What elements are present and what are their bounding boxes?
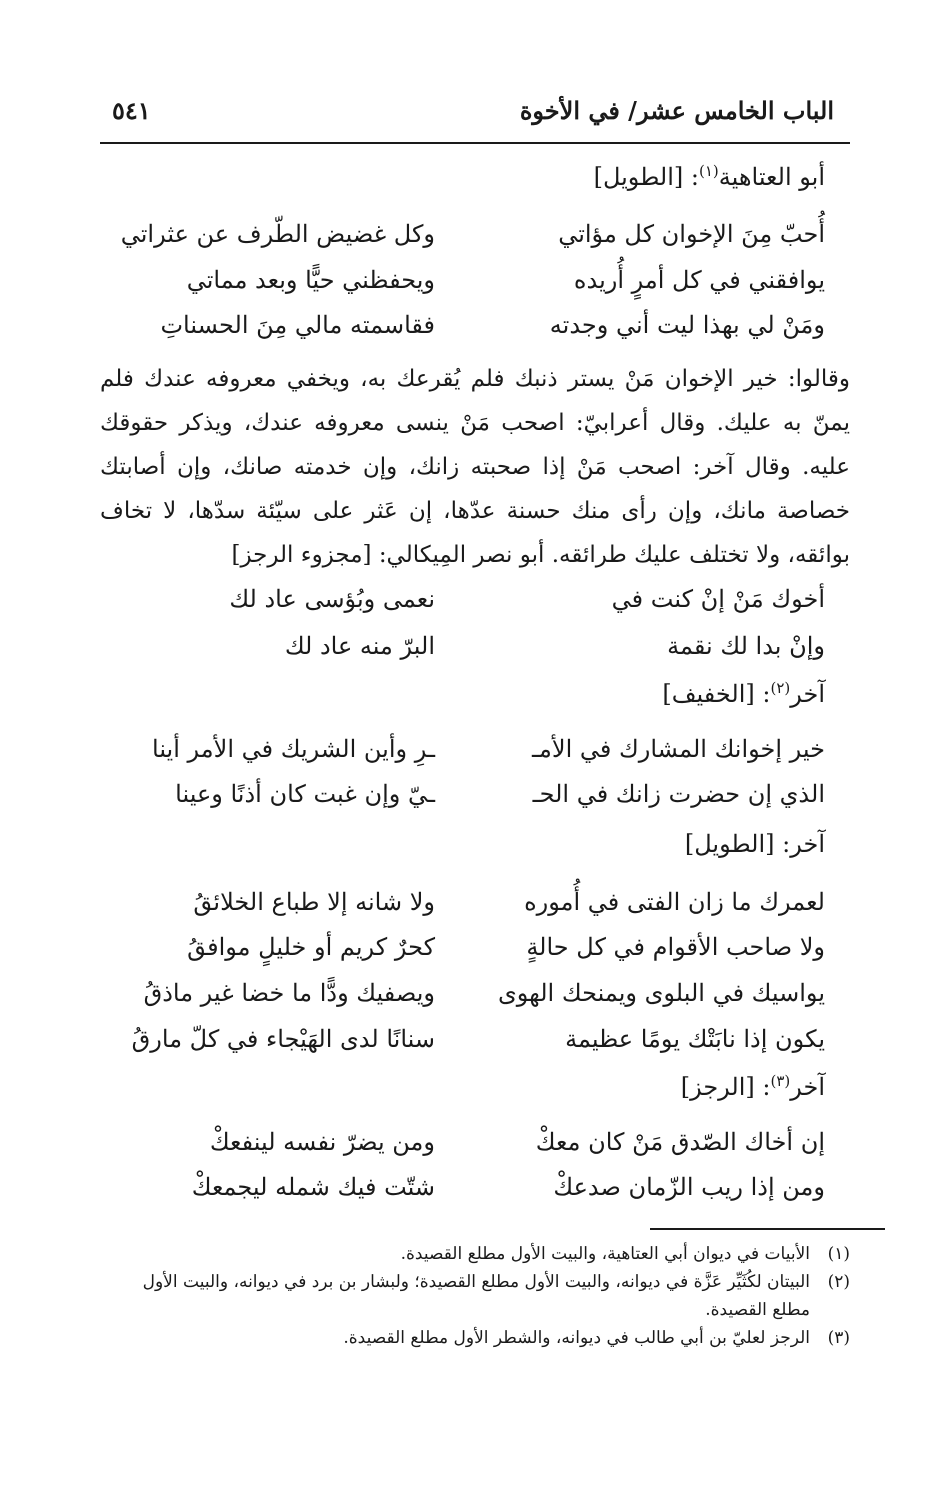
poet-attribution <box>594 163 825 191</box>
first-hemistich: ومن إذا ريب الزّمان صدعكْ <box>553 1173 825 1201</box>
second-hemistich: وكل غضيض الطّرف عن عثراتي <box>120 220 435 248</box>
verse-line <box>100 220 825 264</box>
footnote-number: (٣) <box>827 1328 850 1348</box>
first-hemistich: لعمرك ما زان الفتى في أُموره <box>524 888 825 916</box>
first-hemistich: خير إخوانك المشارك في الأمـ <box>532 735 825 763</box>
poet-name: آخر <box>790 1073 825 1101</box>
prose-paragraph: وقالوا: خير الإخوان مَنْ يستر ذنبك فلم يُقرعك به، ويخفي معروفه عندك فلم يمنّ به عليك. وقال أعرابيّ: اصحب مَنْ ينسى معروفه عندك، ويذكر حقوقك عليه. وقال آخر: اصحب مَنْ إذا صحبته زانك، وإن خدمته صانك، وإن أصابتك خصاصة مانك، وإن رأى منك حسنة عدّها، إن عَثر على سيّئة سدّها، لا تخاف بوائقه، ولا تختلف عليك طرائقه. أبو نصر المِيكالي: [مجزوء الرجز] <box>100 366 850 568</box>
running-header <box>100 96 850 144</box>
poet-name: آخر <box>790 680 825 708</box>
first-hemistich: الذي إن حضرت زانك في الحـ <box>532 780 825 808</box>
first-hemistich: يكون إذا نابَتْك يومًا عظيمة <box>565 1025 825 1053</box>
verse-line <box>100 311 825 355</box>
first-hemistich: أخوك مَنْ إنْ كنت في <box>611 585 825 613</box>
footnote-ref: (١) <box>698 162 719 180</box>
poem-meter: : [الخفيف] <box>662 680 771 708</box>
verse-line <box>100 979 825 1023</box>
verse-line <box>100 1128 825 1172</box>
first-hemistich: يواسيك في البلوى ويمنحك الهوى <box>498 979 825 1007</box>
verse-line <box>100 1025 825 1069</box>
footnote <box>100 1268 850 1324</box>
poem-meter: : [الرجز] <box>680 1073 771 1101</box>
verse-line <box>100 632 825 676</box>
second-hemistich: سنانًا لدى الهَيْجاء في كلّ مارقُ <box>131 1025 435 1053</box>
verse-line <box>100 888 825 932</box>
footnote-text: البيتان لكُثَيِّر عَزَّة في ديوانه، والبيت الأول مطلع القصيدة؛ ولبشار بن برد في ديوانه، والبيت الأول مطلع القصيدة. <box>142 1272 810 1320</box>
chapter-title: الباب الخامس عشر/ في الأخوة <box>519 96 834 125</box>
poet-name: آخر <box>790 830 825 858</box>
verse-line <box>100 735 825 779</box>
poet-attribution <box>685 830 825 858</box>
verse-line <box>100 1173 825 1217</box>
second-hemistich: ـرِ وأين الشريك في الأمر أينا <box>152 735 435 763</box>
first-hemistich: ولا صاحب الأقوام في كل حالةٍ <box>526 933 825 961</box>
verse-line <box>100 585 825 629</box>
footnote-number: (١) <box>827 1244 850 1264</box>
footnote-ref: (٣) <box>770 1072 791 1090</box>
footnote-text: الرجز لعليّ بن أبي طالب في ديوانه، والشطر الأول مطلع القصيدة. <box>343 1328 810 1348</box>
second-hemistich: ويصفيك ودًّا ما خضا غير ماذقُ <box>143 979 435 1007</box>
poet-name: أبو العتاهية <box>718 163 825 191</box>
footnote-text: الأبيات في ديوان أبي العتاهية، والبيت الأول مطلع القصيدة. <box>400 1244 810 1264</box>
second-hemistich: ـيّ وإن غبت كان أذنًا وعينا <box>175 780 435 808</box>
poet-attribution <box>681 1073 825 1101</box>
first-hemistich: يوافقني في كل أمرٍ أُريده <box>573 266 825 294</box>
footnotes <box>100 1240 850 1352</box>
footnote <box>100 1324 850 1352</box>
footnote-number: (٢) <box>827 1272 850 1292</box>
second-hemistich: شتّت فيك شمله ليجمعكْ <box>191 1173 435 1201</box>
first-hemistich: ومَنْ لي بهذا ليت أني وجدته <box>549 311 825 339</box>
poet-attribution <box>662 680 825 708</box>
first-hemistich: إن أخاك الصّدق مَنْ كان معكْ <box>535 1128 825 1156</box>
second-hemistich: البرّ منه عاد لك <box>284 632 435 660</box>
second-hemistich: ويحفظني حيًّا وبعد مماتي <box>186 266 435 294</box>
second-hemistich: ومن يضرّ نفسه لينفعكْ <box>209 1128 435 1156</box>
second-hemistich: فقاسمته مالي مِنَ الحسناتِ <box>160 311 435 339</box>
verse-line <box>100 266 825 310</box>
footnote-separator <box>650 1228 885 1230</box>
poem-meter: : [الطويل] <box>684 830 791 858</box>
first-hemistich: وإنْ بدا لك نقمة <box>667 632 825 660</box>
verse-line <box>100 933 825 977</box>
poem-meter: : [الطويل] <box>593 163 699 191</box>
footnote <box>100 1240 850 1268</box>
verse-line <box>100 780 825 824</box>
footnote-ref: (٢) <box>770 679 791 697</box>
second-hemistich: ولا شانه إلا طباع الخلائقُ <box>193 888 435 916</box>
second-hemistich: كحرٌ كريم أو خليلٍ موافقُ <box>187 933 435 961</box>
second-hemistich: نعمى وبُؤسى عاد لك <box>229 585 435 613</box>
page-number: ٥٤١ <box>112 96 151 125</box>
first-hemistich: أُحبّ مِنَ الإخوان كل مؤاتي <box>558 220 825 248</box>
